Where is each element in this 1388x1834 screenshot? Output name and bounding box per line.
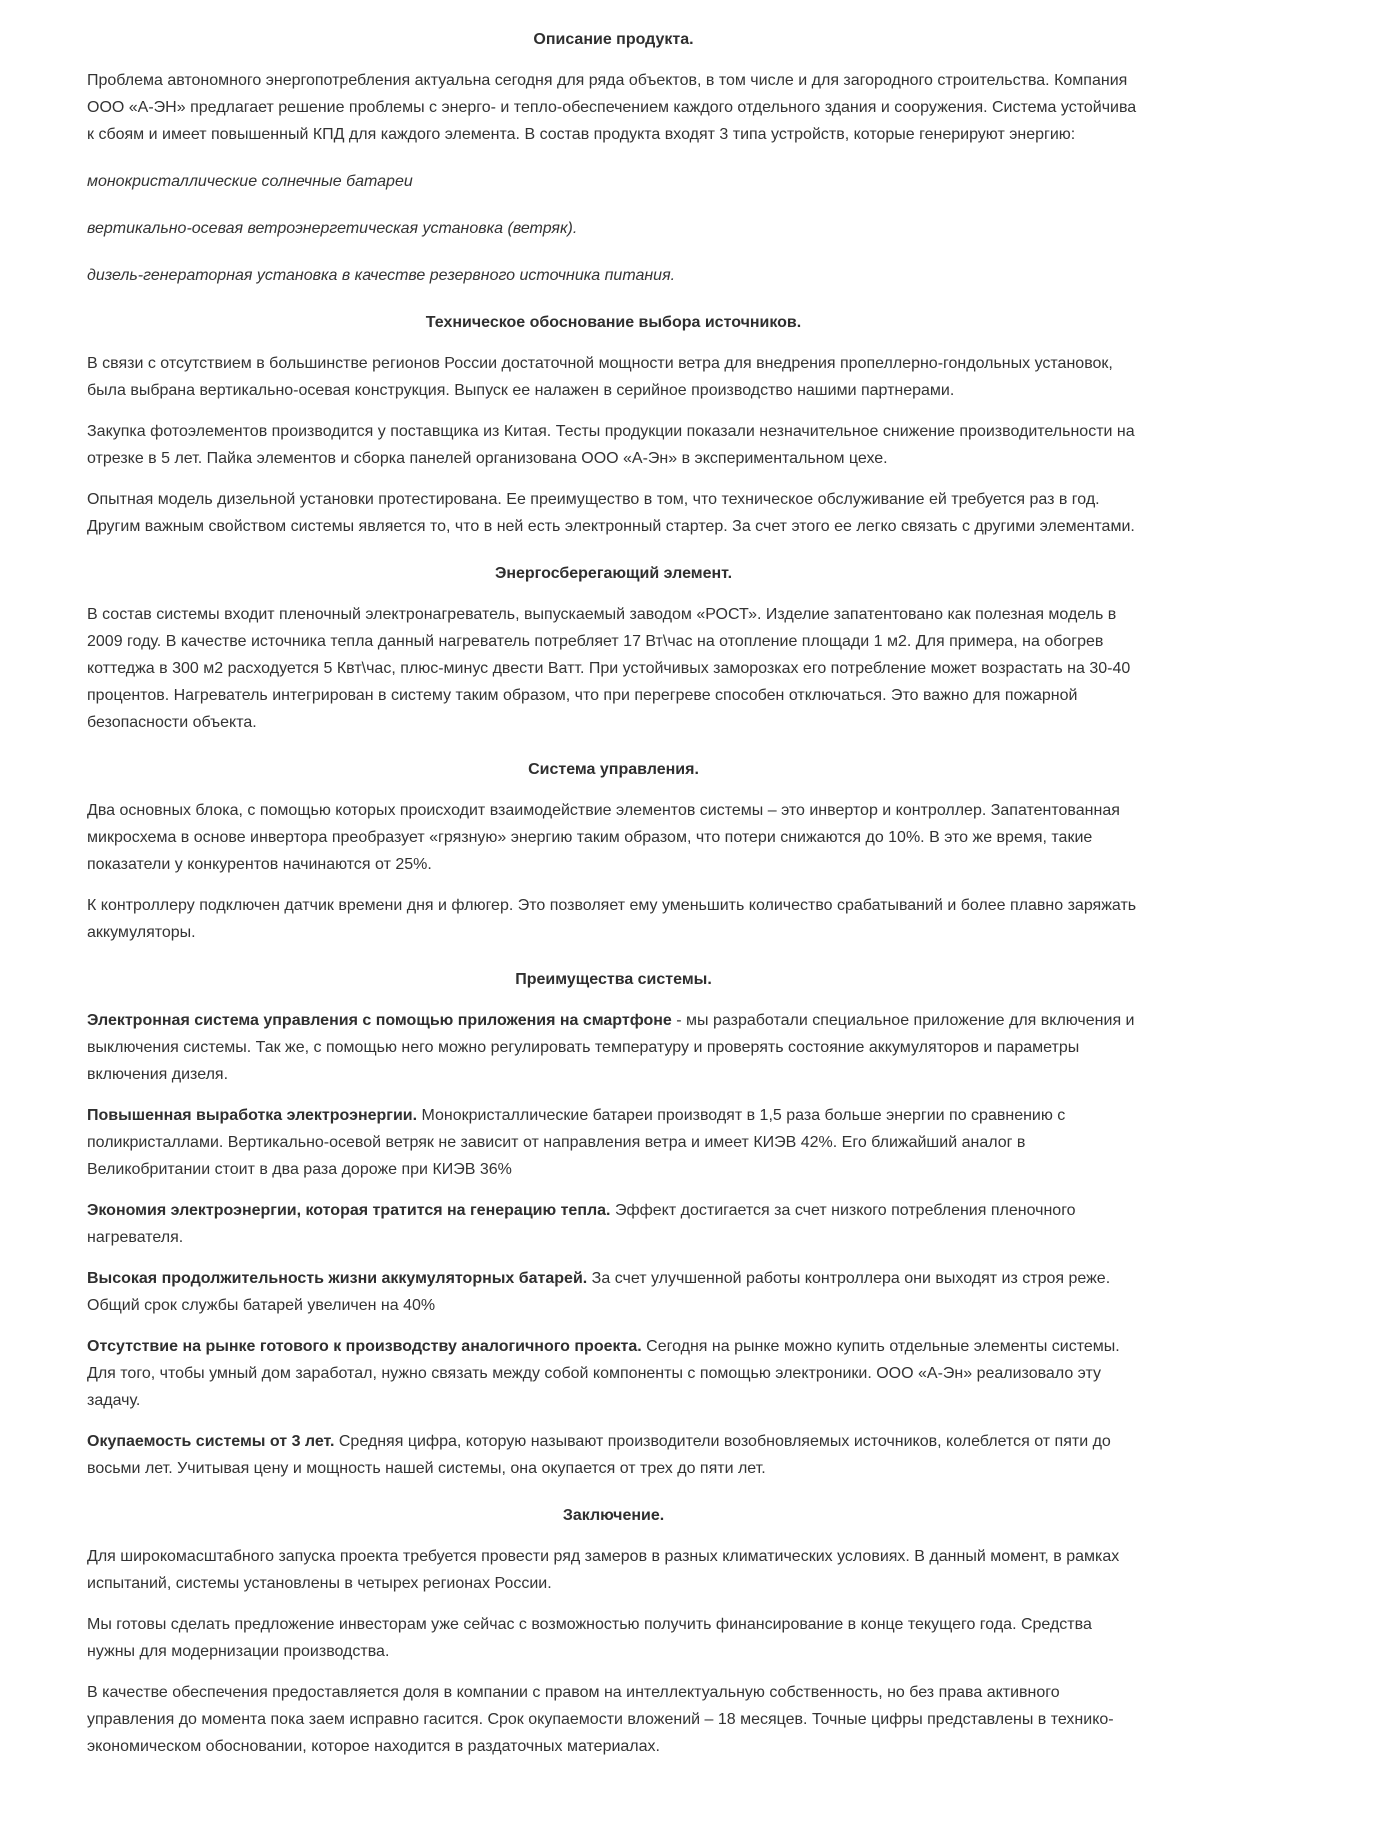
advantage-battery-life-text: За счет улучшенной работы контроллера они выходят из строя реже. Общий срок службы батарей увеличен на 40% <box>87 1270 1111 1314</box>
paragraph-inverter-controller: Два основных блока, с помощью которых происходит взаимодействие элементов системы – это инвертор и контроллер. Запатентованная микросхема в основе инвертора преобразует «грязную» энергию таким образом, что потери снижаются до 10%. В это же время, такие показатели у конкурентов начинаются от 25%. <box>87 802 1120 873</box>
section-heading-conclusion: Заключение. <box>562 1507 665 1524</box>
section-heading-energy-saving: Энергосберегающий элемент. <box>494 565 733 582</box>
advantage-heat-economy-lead: Экономия электроэнергии, которая тратится на генерацию тепла. <box>87 1202 611 1219</box>
advantage-payback-text: Средняя цифра, которую называют производители возобновляемых источников, колеблется от пяти до восьми лет. Учитывая цену и мощность нашей системы, она окупается от трех до пяти лет. <box>87 1433 1111 1477</box>
advantage-heat-economy-text: Эффект достигается за счет низкого потребления пленочного нагревателя. <box>87 1202 1076 1246</box>
advantage-battery-life <box>87 1265 1140 1319</box>
paragraph-product-intro: Проблема автономного энергопотребления актуальна сегодня для ряда объектов, в том числе и для загородного строительства. Компания ООО «А-ЭН» предлагает решение проблемы с энерго- и тепло-обеспечением каждого отдельного здания и сооружения. Система устойчива к сбоям и имеет повышенный КПД для каждого элемента. В состав продукта входят 3 типа устройств, которые генерируют энергию: <box>87 72 1137 143</box>
section-heading-advantages: Преимущества системы. <box>515 971 712 988</box>
list-item-diesel-generator: дизель-генераторная установка в качестве резервного источника питания. <box>87 267 676 284</box>
section-heading-control-system: Система управления. <box>528 761 699 778</box>
advantage-heat-economy <box>87 1197 1140 1251</box>
advantage-increased-output <box>87 1102 1140 1183</box>
advantage-no-analog-lead: Отсутствие на рынке готового к производству аналогичного проекта. <box>87 1338 642 1355</box>
document-page <box>87 0 1140 1834</box>
advantage-payback <box>87 1428 1140 1482</box>
advantage-no-analog-text: Сегодня на рынке можно купить отдельные элементы системы. Для того, чтобы умный дом заработал, нужно связать между собой компоненты с помощью электроники. ООО «А-Эн» реализовало эту задачу. <box>87 1338 1120 1409</box>
paragraph-film-heater: В состав системы входит пленочный электронагреватель, выпускаемый заводом «РОСТ». Изделие запатентовано как полезная модель в 2009 году. В качестве источника тепла данный нагреватель потребляет 17 Вт\час на отопление площади 1 м2. Для примера, на обогрев коттеджа в 300 м2 расходуется 5 Квт\час, плюс-минус двести Ватт. При устойчивых заморозках его потребление может возрастать на 30-40 процентов. Нагреватель интегрирован в систему таким образом, что при перегреве способен отключаться. Это важно для пожарной безопасности объекта. <box>87 606 1131 731</box>
advantage-smartphone-app <box>87 1007 1140 1088</box>
advantage-smartphone-app-text: - мы разработали специальное приложение для включения и выключения системы. Так же, с помощью него можно регулировать температуру и проверять состояние аккумуляторов и параметры включения дизеля. <box>87 1012 1135 1083</box>
paragraph-investor-offer: Мы готовы сделать предложение инвесторам уже сейчас с возможностью получить финансирование в конце текущего года. Средства нужны для модернизации производства. <box>87 1616 1092 1660</box>
advantage-increased-output-lead: Повышенная выработка электроэнергии. <box>87 1107 418 1124</box>
advantage-payback-lead: Окупаемость системы от 3 лет. <box>87 1433 335 1450</box>
paragraph-collateral-terms: В качестве обеспечения предоставляется доля в компании с правом на интеллектуальную собственность, но без права активного управления до момента пока заем исправно гасится. Срок окупаемости вложений – 18 месяцев. Точные цифры представлены в технико-экономическом обосновании, которое находится в раздаточных материалах. <box>87 1684 1114 1755</box>
advantage-no-analog <box>87 1333 1140 1414</box>
paragraph-diesel-model: Опытная модель дизельной установки протестирована. Ее преимущество в том, что техническое обслуживание ей требуется раз в год. Другим важным свойством системы является то, что в ней есть электронный стартер. За счет этого ее легко связать с другими элементами. <box>87 491 1135 535</box>
advantage-increased-output-text: Монокристаллические батареи производят в 1,5 раза больше энергии по сравнению с поликристаллами. Вертикально-осевой ветряк не зависит от направления ветра и имеет КИЭВ 42%. Его ближайший аналог в Великобритании стоит в два раза дороже при КИЭВ 36% <box>87 1107 1066 1178</box>
section-heading-product-description: Описание продукта. <box>533 31 694 48</box>
paragraph-photocells: Закупка фотоэлементов производится у поставщика из Китая. Тесты продукции показали незначительное снижение производительности на отрезке в 5 лет. Пайка элементов и сборка панелей организована ООО «А-Эн» в экспериментальном цехе. <box>87 423 1135 467</box>
advantage-battery-life-lead: Высокая продолжительность жизни аккумуляторных батарей. <box>87 1270 588 1287</box>
list-item-solar-panels: монокристаллические солнечные батареи <box>87 173 413 190</box>
paragraph-launch-measurements: Для широкомасштабного запуска проекта требуется провести ряд замеров в разных климатических условиях. В данный момент, в рамках испытаний, системы установлены в четырех регионах России. <box>87 1548 1120 1592</box>
paragraph-controller-sensors: К контроллеру подключен датчик времени дня и флюгер. Это позволяет ему уменьшить количество срабатываний и более плавно заряжать аккумуляторы. <box>87 897 1137 941</box>
advantage-smartphone-app-lead: Электронная система управления с помощью приложения на смартфоне <box>87 1012 672 1029</box>
list-item-wind-turbine: вертикально-осевая ветроэнергетическая установка (ветряк). <box>87 220 578 237</box>
paragraph-wind-construction: В связи с отсутствием в большинстве регионов России достаточной мощности ветра для внедрения пропеллерно-гондольных установок, была выбрана вертикально-осевая конструкция. Выпуск ее налажен в серийное производство нашими партнерами. <box>87 355 1113 399</box>
section-heading-technical-justification: Техническое обоснование выбора источников. <box>425 314 802 331</box>
